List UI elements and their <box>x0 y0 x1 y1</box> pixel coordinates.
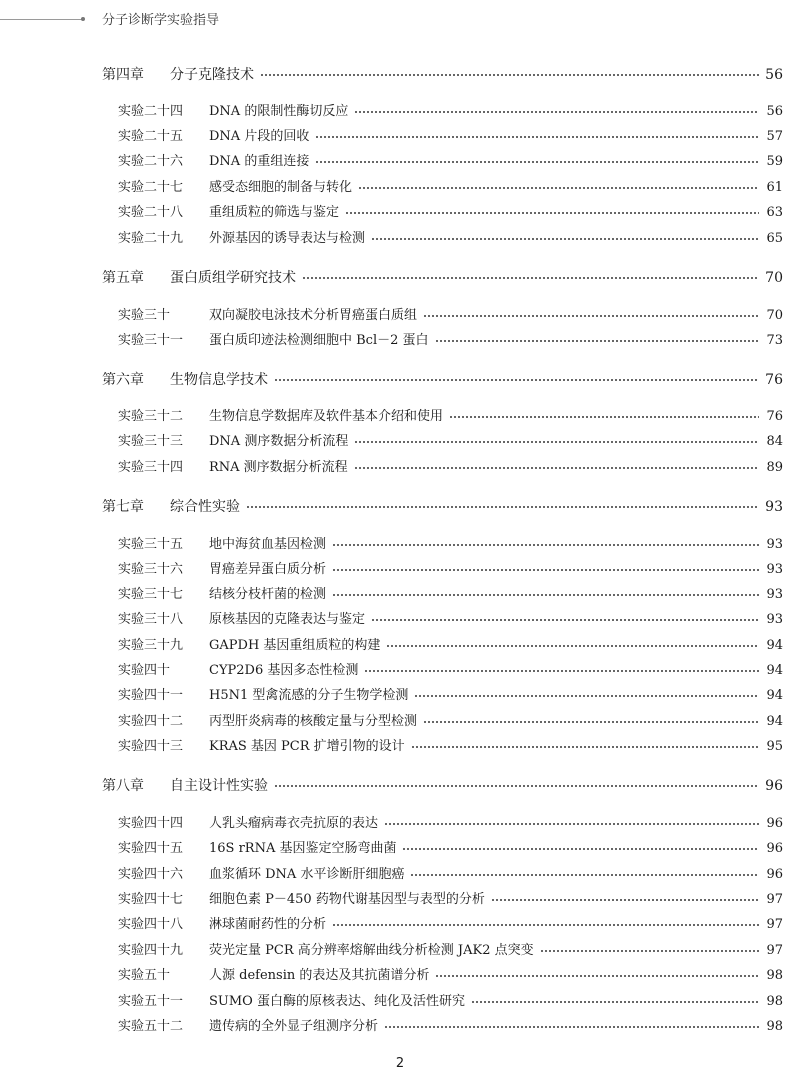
page-ref: 76 <box>766 409 783 424</box>
running-header <box>0 0 800 40</box>
experiment-title: DNA 的重组连接 <box>209 154 310 169</box>
chapter-number: 第四章 <box>102 67 144 83</box>
toc-entry-row <box>102 813 783 835</box>
page-ref: 93 <box>766 562 783 577</box>
chapter-number: 第六章 <box>102 372 144 388</box>
experiment-number: 实验二十六 <box>118 154 184 169</box>
toc-chapter-row <box>102 267 783 289</box>
dot-leader <box>384 1026 759 1028</box>
experiment-number: 实验五十 <box>118 968 171 983</box>
page-ref: 96 <box>766 867 783 882</box>
header-rule-dot <box>81 17 85 21</box>
page-ref: 76 <box>765 372 783 388</box>
dot-leader <box>435 975 759 977</box>
toc-chapter-row <box>102 775 783 797</box>
experiment-number: 实验二十七 <box>118 180 184 195</box>
experiment-title: 血浆循环 DNA 水平诊断肝细胞癌 <box>209 867 405 882</box>
experiment-number: 实验五十一 <box>118 994 184 1009</box>
toc-entry-row <box>102 609 783 631</box>
toc-entry-row <box>102 151 783 173</box>
page-ref: 93 <box>766 587 783 602</box>
toc-entry-row <box>102 940 783 962</box>
toc-entry-row <box>102 889 783 911</box>
chapter-number: 第七章 <box>102 499 144 515</box>
experiment-number: 实验二十九 <box>118 231 184 246</box>
experiment-number: 实验三十 <box>118 308 171 323</box>
experiment-title: 丙型肝炎病毒的核酸定量与分型检测 <box>209 714 418 729</box>
chapter-title: 自主设计性实验 <box>170 778 268 794</box>
toc-entry-row <box>102 431 783 453</box>
experiment-number: 实验三十二 <box>118 409 184 424</box>
chapter-title: 综合性实验 <box>170 499 240 515</box>
chapter-title: 生物信息学技术 <box>170 372 268 388</box>
dot-leader <box>491 899 759 901</box>
toc-entry-row <box>102 838 783 860</box>
page-ref: 95 <box>766 739 783 754</box>
experiment-title: 双向凝胶电泳技术分析胃癌蛋白质组 <box>209 308 418 323</box>
dot-leader <box>423 721 759 723</box>
toc-entry-row <box>102 457 783 479</box>
chapter-title: 分子克隆技术 <box>170 67 254 83</box>
page-ref: 57 <box>766 129 783 144</box>
dot-leader <box>315 161 759 163</box>
page-ref: 73 <box>766 333 783 348</box>
page-ref: 84 <box>766 434 783 449</box>
experiment-number: 实验二十五 <box>118 129 184 144</box>
experiment-title: DNA 测序数据分析流程 <box>209 434 349 449</box>
dot-leader <box>386 645 759 647</box>
toc-entry-row <box>102 965 783 987</box>
experiment-title: DNA 片段的回收 <box>209 129 310 144</box>
page-ref: 93 <box>765 499 783 515</box>
page-ref: 61 <box>766 180 783 195</box>
page-ref: 70 <box>766 308 783 323</box>
experiment-title: 遗传病的全外显子组测序分析 <box>209 1019 379 1034</box>
experiment-number: 实验三十五 <box>118 537 184 552</box>
dot-leader <box>384 823 759 825</box>
dot-leader <box>354 441 759 443</box>
dot-leader <box>423 315 759 317</box>
toc-entry-row <box>102 228 783 250</box>
dot-leader <box>358 187 759 189</box>
page-ref: 93 <box>766 612 783 627</box>
toc-chapter-row <box>102 64 783 86</box>
dot-leader <box>274 785 759 787</box>
experiment-number: 实验二十八 <box>118 205 184 220</box>
toc-entry-row <box>102 864 783 886</box>
dot-leader <box>246 506 759 508</box>
dot-leader <box>471 1001 759 1003</box>
dot-leader <box>364 670 759 672</box>
toc-entry-row <box>102 202 783 224</box>
dot-leader <box>345 212 759 214</box>
page-ref: 96 <box>765 778 783 794</box>
page-ref: 98 <box>766 968 783 983</box>
toc-entry-row <box>102 711 783 733</box>
toc-entry-row <box>102 330 783 352</box>
page-number: 2 <box>395 1056 405 1071</box>
experiment-title: 胃癌差异蛋白质分析 <box>209 562 327 577</box>
experiment-number: 实验三十四 <box>118 460 184 475</box>
page-ref: 56 <box>766 104 783 119</box>
toc-entry-row <box>102 991 783 1013</box>
dot-leader <box>315 136 759 138</box>
experiment-number: 实验四十九 <box>118 943 184 958</box>
experiment-number: 实验五十二 <box>118 1019 184 1034</box>
toc-entry-row <box>102 660 783 682</box>
experiment-number: 实验三十八 <box>118 612 184 627</box>
experiment-number: 实验三十三 <box>118 434 184 449</box>
experiment-number: 实验四十八 <box>118 917 184 932</box>
dot-leader <box>411 746 759 748</box>
dot-leader <box>371 238 759 240</box>
page-ref: 94 <box>766 663 783 678</box>
page-ref: 65 <box>766 231 783 246</box>
experiment-title: 淋球菌耐药性的分析 <box>209 917 327 932</box>
dot-leader <box>354 467 759 469</box>
toc-entry-row <box>102 685 783 707</box>
dot-leader <box>332 544 759 546</box>
page-ref: 93 <box>766 537 783 552</box>
toc-entry-row <box>102 534 783 556</box>
dot-leader <box>414 695 759 697</box>
dot-leader <box>260 74 759 76</box>
toc-entry-row <box>102 559 783 581</box>
dot-leader <box>274 379 759 381</box>
experiment-title: DNA 的限制性酶切反应 <box>209 104 349 119</box>
chapter-number: 第八章 <box>102 778 144 794</box>
chapter-number: 第五章 <box>102 270 144 286</box>
page-ref: 97 <box>766 943 783 958</box>
experiment-title: 重组质粒的筛选与鉴定 <box>209 205 340 220</box>
experiment-number: 实验二十四 <box>118 104 184 119</box>
experiment-title: 外源基因的诱导表达与检测 <box>209 231 366 246</box>
experiment-title: 生物信息学数据库及软件基本介绍和使用 <box>209 409 444 424</box>
experiment-number: 实验三十一 <box>118 333 184 348</box>
toc-entry-row <box>102 1016 783 1038</box>
dot-leader <box>302 277 759 279</box>
chapter-title: 蛋白质组学研究技术 <box>170 270 296 286</box>
page-ref: 94 <box>766 638 783 653</box>
page-ref: 56 <box>765 67 783 83</box>
experiment-number: 实验四十四 <box>118 816 184 831</box>
page-ref: 94 <box>766 688 783 703</box>
dot-leader <box>332 569 759 571</box>
experiment-title: SUMO 蛋白酶的原核表达、纯化及活性研究 <box>209 994 465 1009</box>
experiment-title: GAPDH 基因重组质粒的构建 <box>209 638 381 653</box>
dot-leader <box>332 924 759 926</box>
experiment-title: 人源 defensin 的表达及其抗菌谱分析 <box>209 968 430 983</box>
page-ref: 97 <box>766 917 783 932</box>
experiment-title: 结核分枝杆菌的检测 <box>209 587 327 602</box>
page-ref: 96 <box>766 816 783 831</box>
experiment-title: 荧光定量 PCR 高分辨率熔解曲线分析检测 JAK2 点突变 <box>209 943 534 958</box>
experiment-title: KRAS 基因 PCR 扩增引物的设计 <box>209 739 405 754</box>
dot-leader <box>410 874 759 876</box>
experiment-title: 人乳头瘤病毒衣壳抗原的表达 <box>209 816 379 831</box>
toc-entry-row <box>102 406 783 428</box>
dot-leader <box>435 340 759 342</box>
header-rule <box>0 19 84 20</box>
experiment-number: 实验四十六 <box>118 867 184 882</box>
page-ref: 98 <box>766 1019 783 1034</box>
dot-leader <box>540 950 759 952</box>
experiment-title: 原核基因的克隆表达与鉴定 <box>209 612 366 627</box>
page-ref: 59 <box>766 154 783 169</box>
toc-entry-row <box>102 177 783 199</box>
experiment-number: 实验四十七 <box>118 892 184 907</box>
page-ref: 89 <box>766 460 783 475</box>
dot-leader <box>332 594 759 596</box>
page-ref: 96 <box>766 841 783 856</box>
experiment-number: 实验三十九 <box>118 638 184 653</box>
dot-leader <box>354 111 759 113</box>
experiment-number: 实验四十 <box>118 663 171 678</box>
dot-leader <box>449 416 759 418</box>
dot-leader <box>371 619 759 621</box>
experiment-title: 16S rRNA 基因鉴定空肠弯曲菌 <box>209 841 397 856</box>
page-ref: 97 <box>766 892 783 907</box>
page-ref: 98 <box>766 994 783 1009</box>
page-ref: 94 <box>766 714 783 729</box>
toc-entry-row <box>102 305 783 327</box>
toc-chapter-row <box>102 369 783 391</box>
experiment-number: 实验四十二 <box>118 714 184 729</box>
page-ref: 63 <box>766 205 783 220</box>
experiment-title: H5N1 型禽流感的分子生物学检测 <box>209 688 409 703</box>
page-ref: 70 <box>765 270 783 286</box>
experiment-title: RNA 测序数据分析流程 <box>209 460 348 475</box>
experiment-title: 蛋白质印迹法检测细胞中 Bcl－2 蛋白 <box>209 333 429 348</box>
experiment-title: CYP2D6 基因多态性检测 <box>209 663 359 678</box>
dot-leader <box>402 848 759 850</box>
toc-entry-row <box>102 584 783 606</box>
experiment-number: 实验四十五 <box>118 841 184 856</box>
experiment-title: 地中海贫血基因检测 <box>209 537 327 552</box>
toc-chapter-row <box>102 496 783 518</box>
toc-entry-row <box>102 635 783 657</box>
experiment-number: 实验三十六 <box>118 562 184 577</box>
toc-entry-row <box>102 126 783 148</box>
experiment-title: 细胞色素 P－450 药物代谢基因型与表型的分析 <box>209 892 485 907</box>
toc-entry-row <box>102 914 783 936</box>
running-header-title: 分子诊断学实验指导 <box>102 13 220 28</box>
experiment-number: 实验四十三 <box>118 739 184 754</box>
experiment-number: 实验四十一 <box>118 688 184 703</box>
experiment-number: 实验三十七 <box>118 587 184 602</box>
toc-entry-row <box>102 736 783 758</box>
toc-entry-row <box>102 101 783 123</box>
experiment-title: 感受态细胞的制备与转化 <box>209 180 353 195</box>
